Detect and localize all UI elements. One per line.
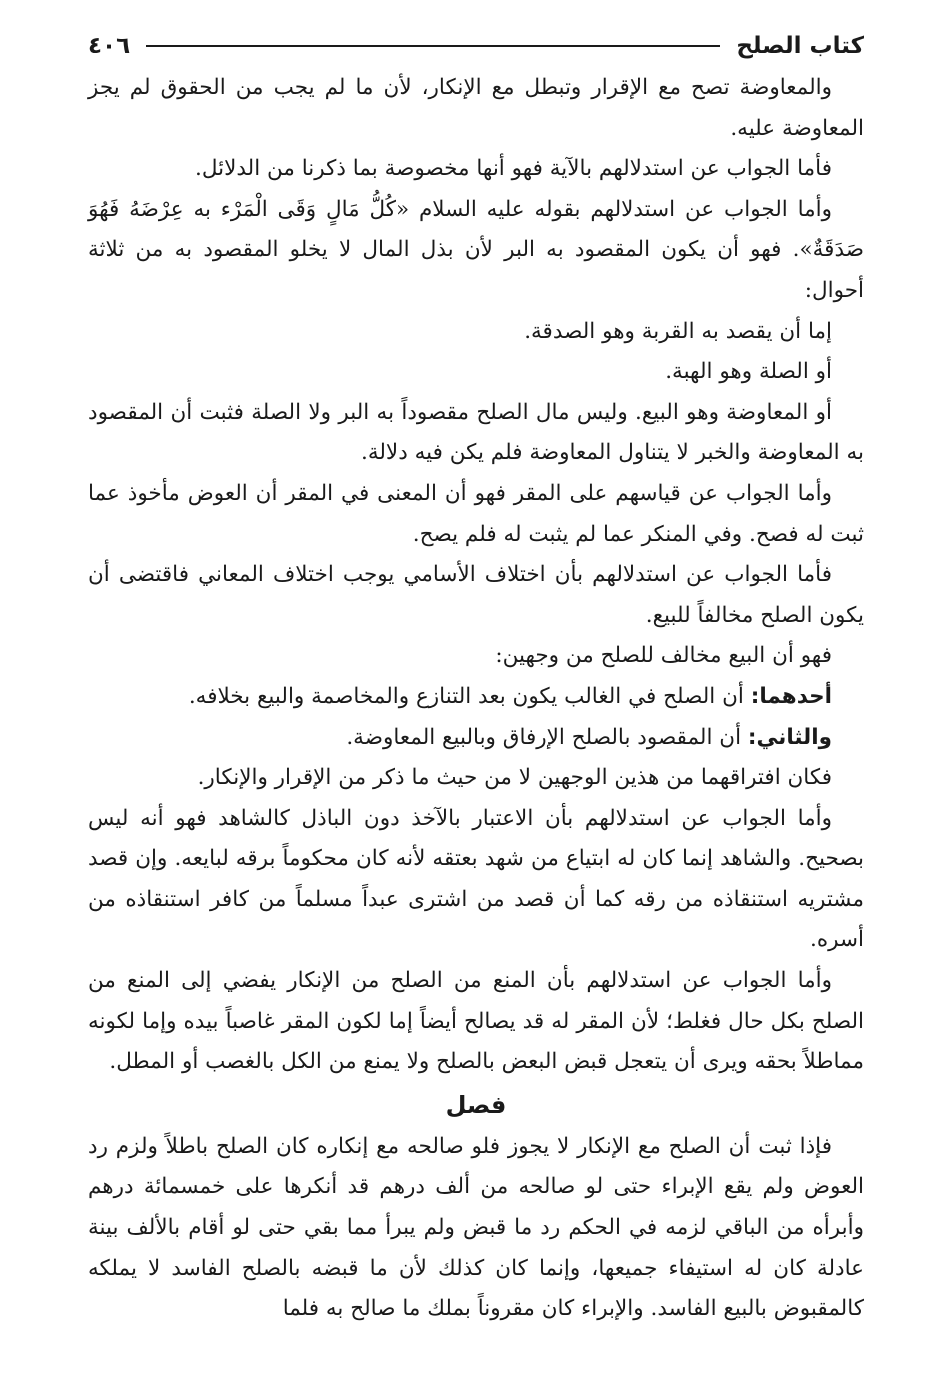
first-point	[88, 677, 864, 718]
paragraph: أو الصلة وهو الهبة.	[665, 359, 832, 385]
first-point-lead: أحدهما:	[750, 683, 832, 709]
first-point-text: أن الصلح في الغالب يكون بعد التنازع والمخاصمة والبيع بخلافه.	[188, 683, 744, 709]
section-title: فصل	[445, 1090, 507, 1119]
second-point-lead: والثاني:	[747, 724, 832, 750]
second-point-text: أن المقصود بالصلح الإرفاق وبالبيع المعاوضة.	[346, 724, 742, 750]
chapter-title: كتاب الصلح	[736, 33, 864, 59]
page-number: ٤٠٦	[88, 33, 131, 59]
paragraph: والمعاوضة تصح مع الإقرار وتبطل مع الإنكار، لأن ما لم يجب من الحقوق لم يجز المعاوضة عليه.	[88, 75, 864, 141]
paragraph: فكان افتراقهما من هذين الوجهين لا من حيث ما ذكر من الإقرار والإنكار.	[197, 765, 832, 791]
paragraph: وأما الجواب عن استدلالهم بأن الاعتبار بالآخذ دون الباذل كالشاهد فهو أنه ليس بصحيح. والشاهد إنما كان له ابتياع من شهد بعتقه لأنه كان محكوماً برقه لبايعه. وإن قصد مشتريه استنقاذه من رقه كما أن قصد من اشترى عبداً مسلماً من كافر استنقاذه من أسره.	[88, 805, 864, 953]
paragraph: وأما الجواب عن قياسهم على المقر فهو أن المعنى في المقر أن العوض مأخوذ عما ثبت له فصح. وفي المنكر عما لم يثبت له فلم يصح.	[88, 480, 864, 547]
paragraph: إما أن يقصد به القربة وهو الصدقة.	[524, 318, 832, 344]
paragraph: أو المعاوضة وهو البيع. وليس مال الصلح مقصوداً به البر ولا الصلة فثبت أن المقصود به المعاوضة والخبر لا يتناول المعاوضة فلم يكن فيه دلالة.	[88, 399, 864, 466]
paragraph: وأما الجواب عن استدلالهم بقوله عليه السلام «كُلُّ مَالٍ وَقَى الْمَرْء به عِرْضَهُ فَهُوَ صَدَقَةٌ». فهو أن يكون المقصود به البر لأن بذل المال لا يخلو المقصود به من ثلاثة أحوال:	[88, 196, 864, 303]
second-point	[88, 718, 864, 759]
paragraph: فأما الجواب عن استدلالهم بأن اختلاف الأسامي يوجب اختلاف المعاني فاقتضى أن يكون الصلح مخالفاً للبيع.	[88, 562, 864, 628]
section-paragraph: فإذا ثبت أن الصلح مع الإنكار لا يجوز فلو صالحه مع إنكاره كان الصلح باطلاً ولزم رد العوض ولم يقع الإبراء حتى لو صالحه من ألف درهم قد أنكرها على خمسمائة درهم وأبرأه من الباقي لزمه في الحكم رد ما قبض ولم يبرأ مما بقي حتى لو أقام بالألف بينة عادلة كان له استيفاء جميعها، وإنما كان كذلك لأن ما قبضه بالصلح الفاسد لا يملكه كالمقبوض بالبيع الفاسد. والإبراء كان مقروناً بملك ما صالح به فلما	[88, 1133, 864, 1322]
header-rule	[146, 45, 720, 47]
paragraph: وأما الجواب عن استدلالهم بأن المنع من الصلح من الإنكار يفضي إلى المنع من الصلح بكل حال فغلط؛ لأن المقر له قد يصالح أيضاً إما لكون المقر غاصباً بيده وإما لكونه مماطلاً بحقه ويرى أن يتعجل قبض البعض بالصلح ولا يمنع من الكل بالغصب أو المطل.	[88, 968, 864, 1075]
page-header	[88, 28, 864, 64]
page-body	[88, 68, 864, 1330]
paragraph: فأما الجواب عن استدلالهم بالآية فهو أنها مخصوصة بما ذكرنا من الدلائل.	[195, 156, 832, 182]
paragraph: فهو أن البيع مخالف للصلح من وجهين:	[495, 643, 832, 669]
